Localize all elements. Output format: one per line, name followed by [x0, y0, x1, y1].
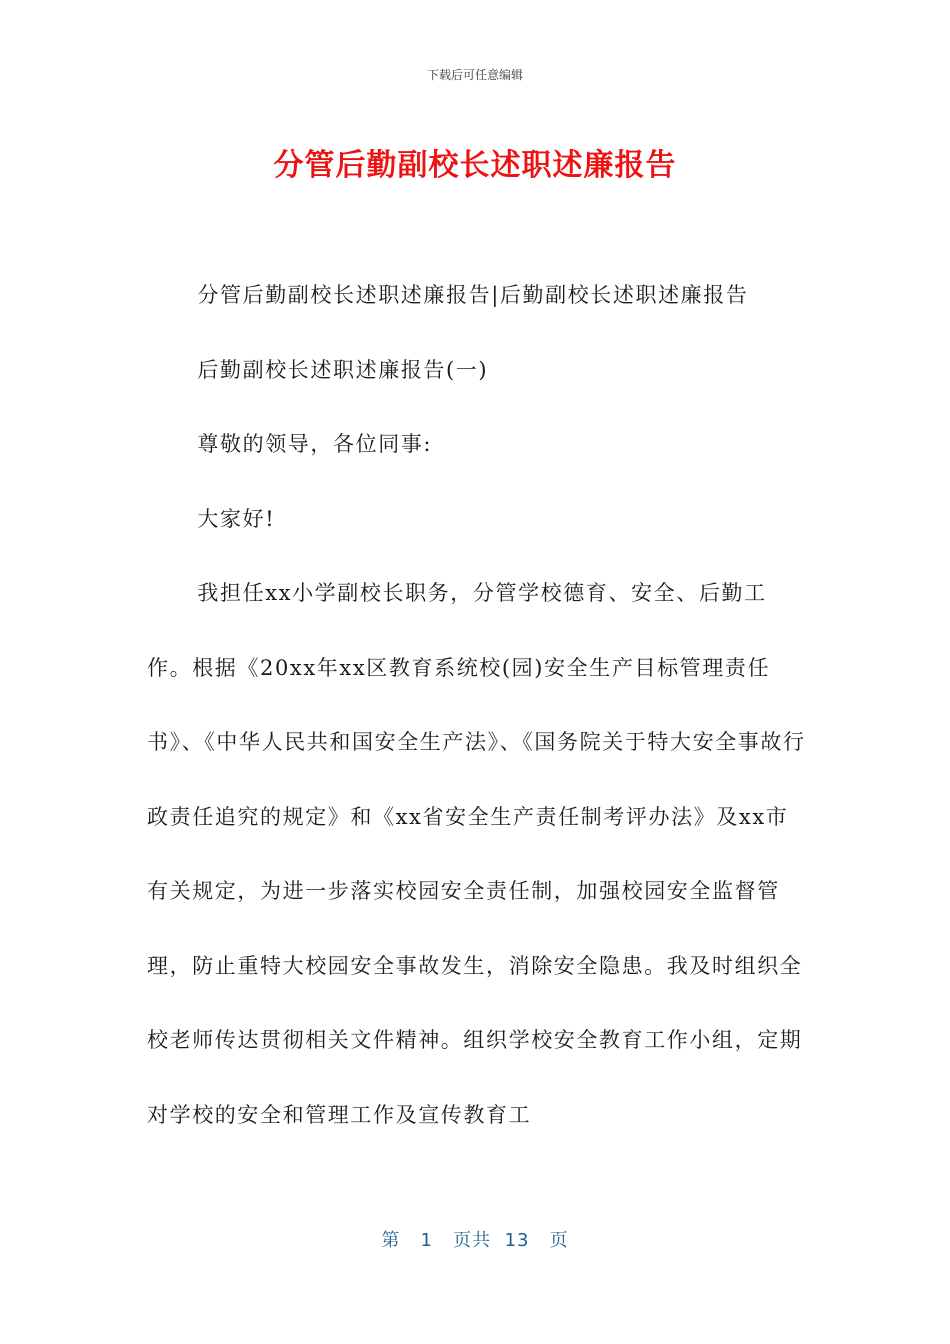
- document-title: 分管后勤副校长述职述廉报告: [273, 148, 677, 183]
- header-note: 下载后可任意编辑: [426, 68, 523, 82]
- footer-page-number: 1: [420, 1230, 433, 1251]
- document-body: [147, 258, 807, 1152]
- footer-total-pages: 13: [504, 1230, 530, 1251]
- footer-suffix: 页: [549, 1230, 569, 1251]
- page-footer: [0, 1226, 950, 1252]
- paragraph-salutation: 尊敬的领导，各位同事:: [197, 432, 433, 456]
- footer-prefix: 第: [381, 1230, 401, 1251]
- footer-middle: 页共: [453, 1230, 492, 1251]
- paragraph-greeting: 大家好!: [197, 506, 276, 531]
- paragraph-subtitle: 分管后勤副校长述职述廉报告|后勤副校长述职述廉报告: [197, 283, 749, 307]
- paragraph-main-text: 我担任xx小学副校长职务，分管学校德育、安全、后勤工作。根据《20xx年xx区教育系统校(园)安全生产目标管理责任书》、《中华人民共和国安全生产法》、《国务院关于特大安全事故行政责任追究的规定》和《xx省安全生产责任制考评办法》及xx市有关规定，为进一步落实校园安全责任制，加强校园安全监督管理，防止重特大校园安全事故发生，消除安全隐患。我及时组织全校老师传达贯彻相关文件精神。组织学校安全教育工作小组，定期对学校的安全和管理工作及宣传教育工: [147, 581, 806, 1127]
- paragraph-section-heading: 后勤副校长述职述廉报告(一): [197, 357, 489, 382]
